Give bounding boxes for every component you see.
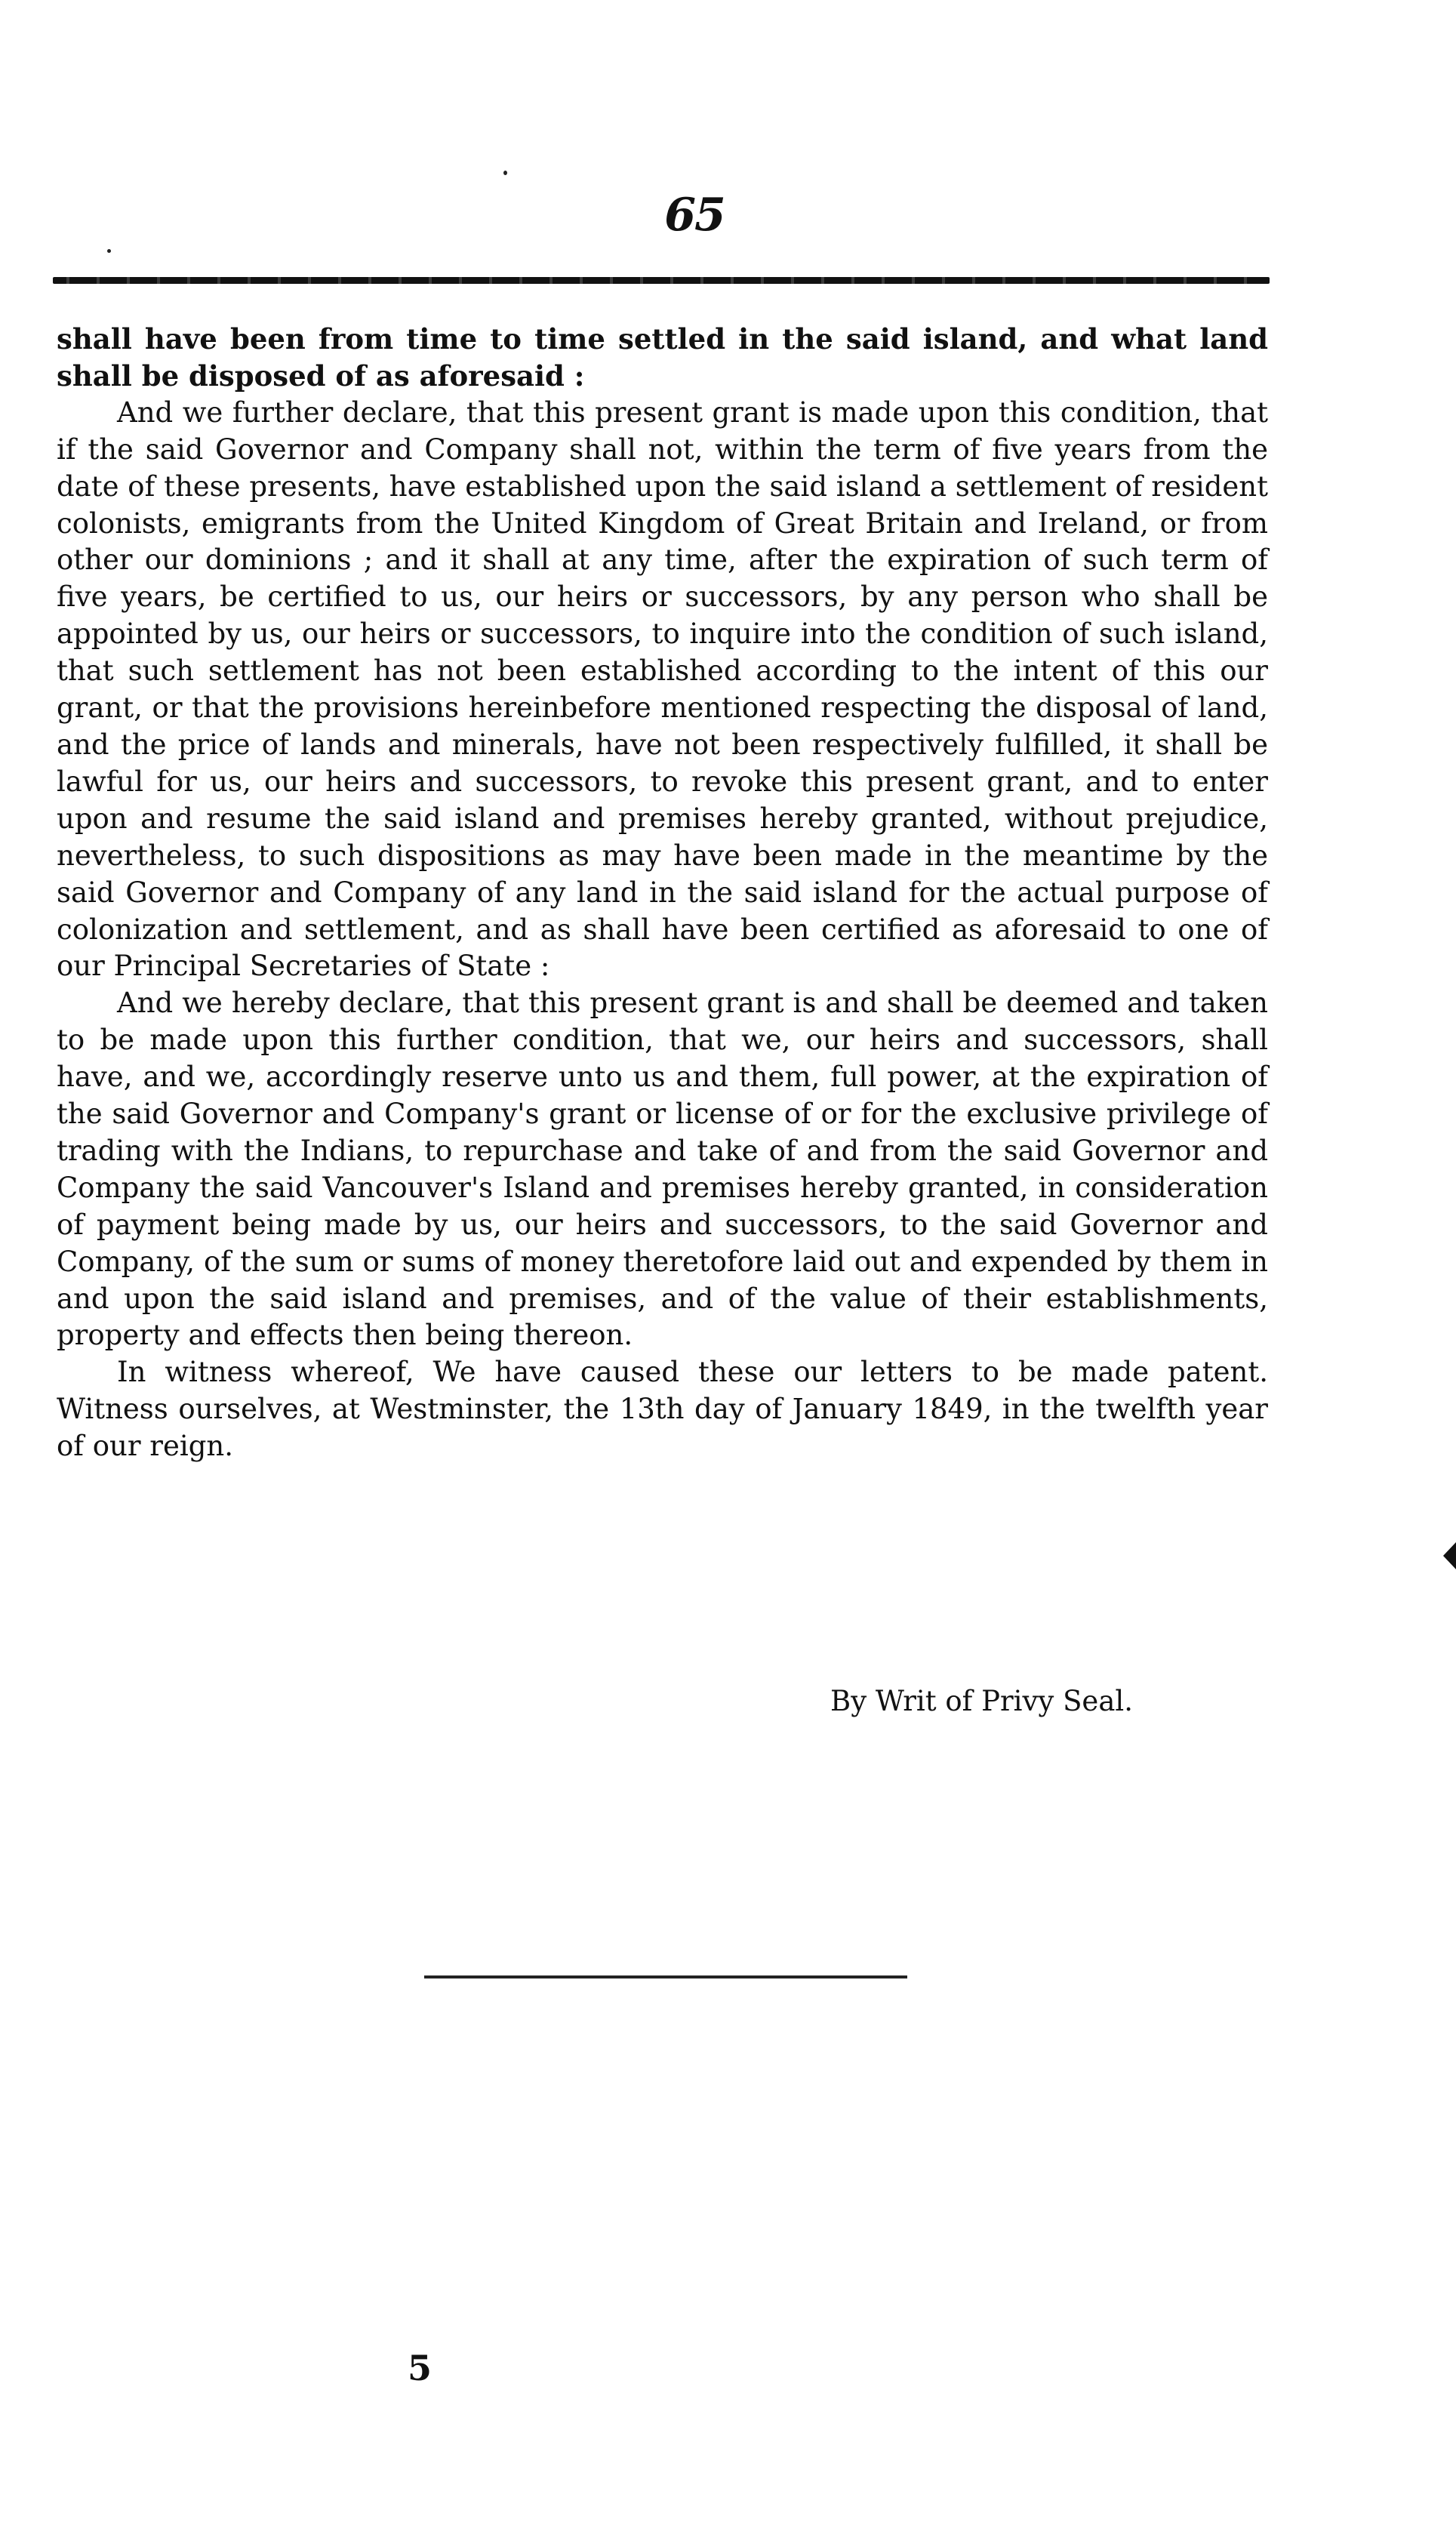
paragraph-4: In witness whereof, We have caused these our letters to be made patent. Witness ourselves, at Westminster, the 13th day of January 1849, in the twelfth year of our reign. — [57, 1356, 1268, 1463]
paragraph-3: And we hereby declare, that this present grant is and shall be deemed and taken to be made upon this further condition, that we, our heirs and successors, shall have, and we, accordingly reserve unto us and them, full power, at the expiration of the said Governor and Company's grant or license of or for the exclusive privilege of trading with the Indians, to repurchase and take of and from the said Governor and Company the said Vancouver's Island and premises hereby granted, in consideration of payment being made by us, our heirs and successors, to the said Governor and Company, of the sum or sums of money theretofore laid out and expended by them in and upon the said island and premises, and of the value of their establishments, property and effects then being thereon. — [57, 987, 1268, 1352]
printer-signature-mark: 5 — [408, 2348, 432, 2388]
body-text — [57, 321, 1268, 1465]
signature-line: By Writ of Privy Seal. — [830, 1685, 1133, 1717]
paragraph-2: And we further declare, that this present grant is made upon this condition, that if the said Governor and Company shall not, within the term of five years from the date of these presents, have established upon the said island a settlement of resident colonists, emigrants from the United Kingdom of Great Britain and Ireland, or from other our dominions ; and it shall at any time, after the expiration of such term of five years, be certified to us, our heirs or successors, by any person who shall be appointed by us, our heirs or successors, to inquire into the condition of such island, that such settlement has not been established according to the intent of this our grant, or that the provisions hereinbefore mentioned respecting the disposal of land, and the price of lands and minerals, have not been respectively fulfilled, it shall be lawful for us, our heirs and successors, to revoke this present grant, and to enter upon and resume the said island and premises hereby granted, without prejudice, nevertheless, to such dispositions as may have been made in the meantime by the said Governor and Company of any land in the said island for the actual purpose of colonization and settlement, and as shall have been certified as aforesaid to one of our Principal Secretaries of State : — [57, 396, 1268, 983]
paragraph-1: shall have been from time to time settled in the said island, and what land shall be disposed of as aforesaid : — [57, 322, 1268, 393]
header-rule — [53, 277, 1270, 284]
footer-rule — [424, 1975, 907, 1978]
ink-speck — [503, 171, 507, 175]
page-number: 65 — [664, 189, 725, 242]
page-edge-mark — [1443, 1529, 1456, 1583]
ink-speck — [107, 249, 111, 253]
